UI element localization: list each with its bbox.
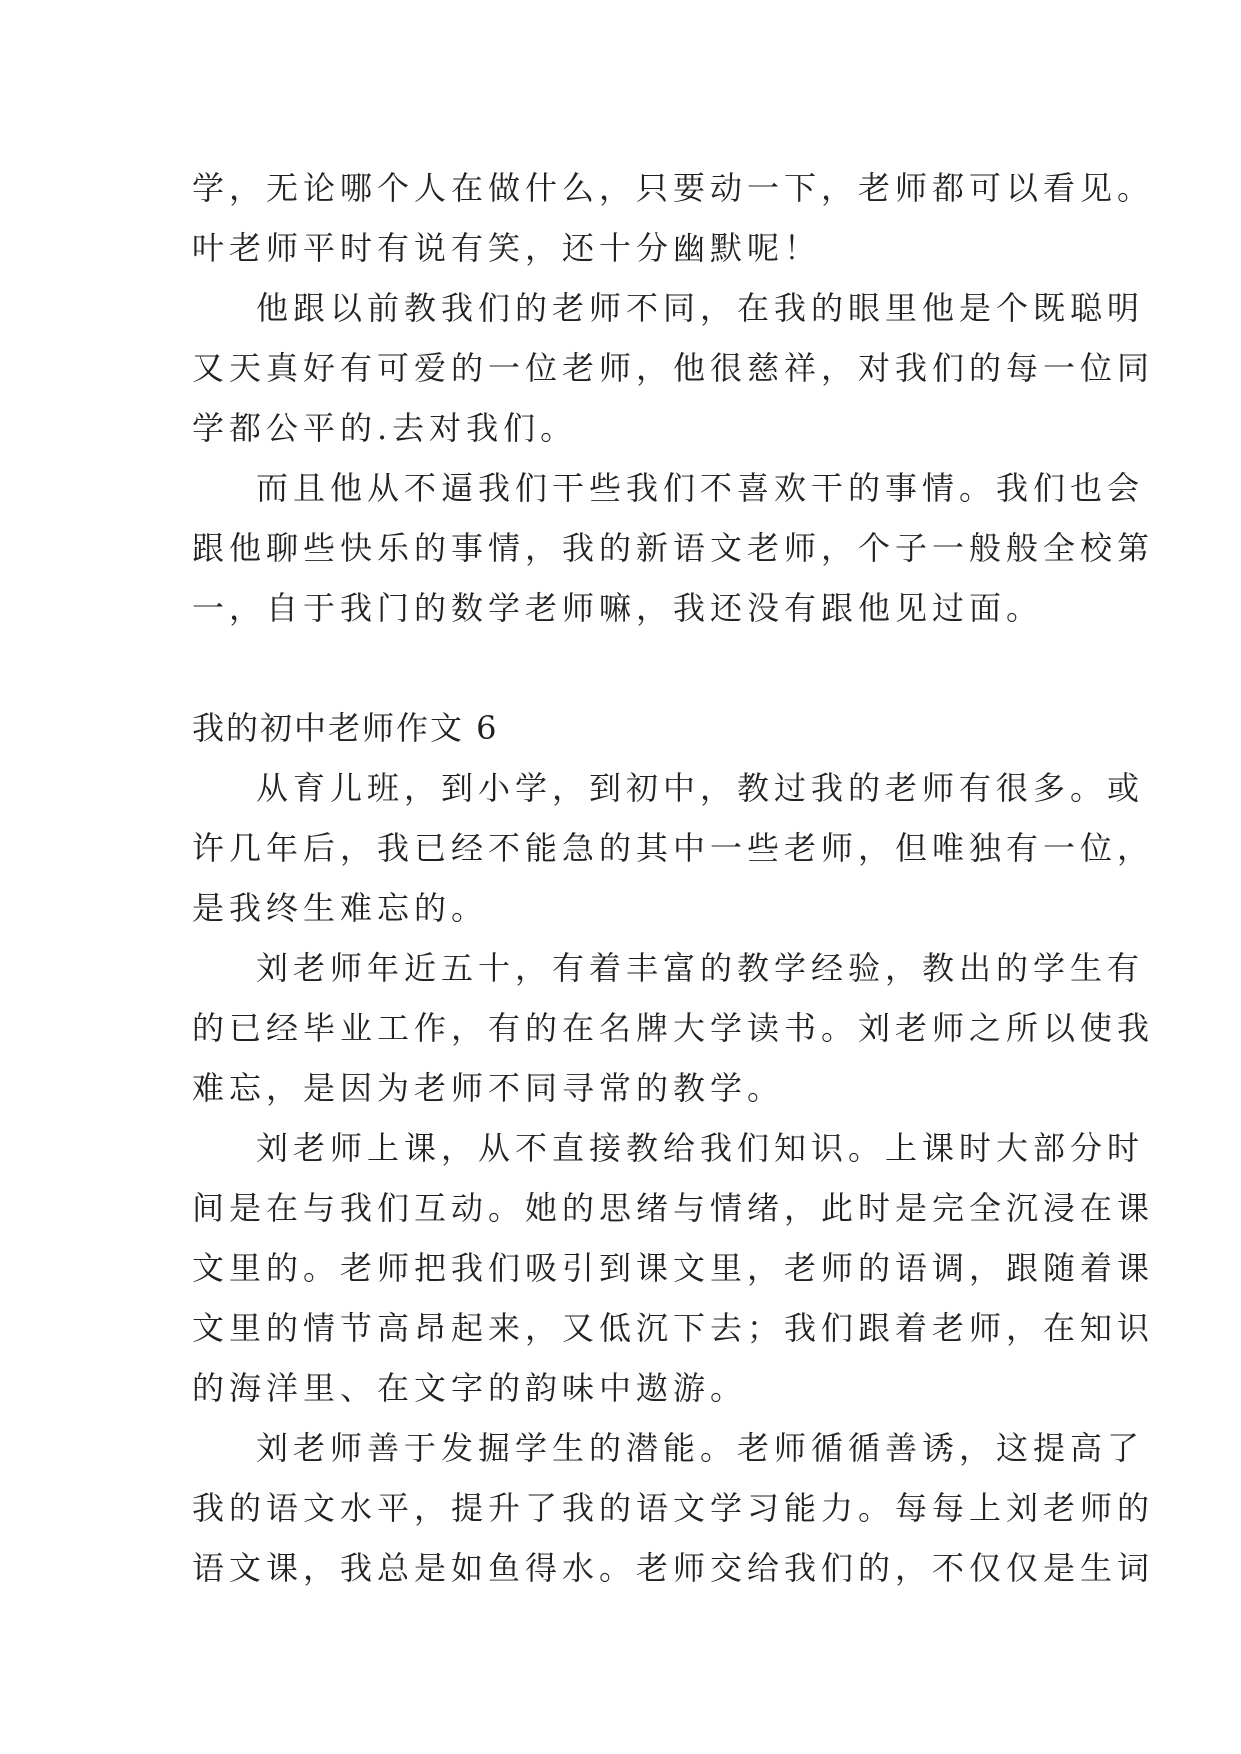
text-line: 刘老师上课，从不直接教给我们知识。上课时大部分时	[256, 1129, 1145, 1167]
text-line: 文里的情节高昂起来，又低沉下去；我们跟着老师，在知识	[192, 1309, 1155, 1347]
text-line: 学都公平的.去对我们。	[192, 409, 578, 447]
text-line: 的海洋里、在文字的韵味中遨游。	[192, 1369, 748, 1407]
text-line: 是我终生难忘的。	[192, 889, 489, 927]
text-line: 的已经毕业工作，有的在名牌大学读书。刘老师之所以使我	[192, 1009, 1155, 1047]
text-line: 学，无论哪个人在做什么，只要动一下，老师都可以看见。	[192, 169, 1155, 207]
text-line: 间是在与我们互动。她的思绪与情绪，此时是完全沉浸在课	[192, 1189, 1155, 1227]
paragraph	[192, 758, 1155, 938]
text-line: 文里的。老师把我们吸引到课文里，老师的语调，跟随着课	[192, 1249, 1155, 1287]
paragraph	[192, 1418, 1155, 1598]
paragraph	[192, 938, 1155, 1118]
text-line: 又天真好有可爱的一位老师，他很慈祥，对我们的每一位同	[192, 349, 1155, 387]
text-line: 跟他聊些快乐的事情，我的新语文老师，个子一般般全校第	[192, 529, 1155, 567]
section-title: 我的初中老师作文 6	[192, 709, 499, 747]
text-line: 他跟以前教我们的老师不同，在我的眼里他是个既聪明	[256, 289, 1145, 327]
text-line: 而且他从不逼我们干些我们不喜欢干的事情。我们也会	[256, 469, 1145, 507]
paragraph	[192, 1118, 1155, 1418]
document-page	[192, 158, 1155, 1598]
text-line: 难忘，是因为老师不同寻常的教学。	[192, 1069, 785, 1107]
text-line: 一，自于我门的数学老师嘛，我还没有跟他见过面。	[192, 589, 1044, 627]
text-line: 从育儿班，到小学，到初中，教过我的老师有很多。或	[256, 769, 1145, 807]
text-line: 刘老师年近五十，有着丰富的教学经验，教出的学生有	[256, 949, 1145, 987]
text-line: 叶老师平时有说有笑，还十分幽默呢！	[192, 229, 822, 267]
text-line: 语文课，我总是如鱼得水。老师交给我们的，不仅仅是生词	[192, 1549, 1155, 1587]
paragraph	[192, 158, 1155, 278]
text-line: 许几年后，我已经不能急的其中一些老师，但唯独有一位，	[192, 829, 1155, 867]
paragraph	[192, 278, 1155, 458]
section-gap	[192, 638, 1072, 698]
paragraph	[192, 458, 1155, 638]
text-line: 刘老师善于发掘学生的潜能。老师循循善诱，这提高了	[256, 1429, 1145, 1467]
text-line: 我的语文水平，提升了我的语文学习能力。每每上刘老师的	[192, 1489, 1155, 1527]
